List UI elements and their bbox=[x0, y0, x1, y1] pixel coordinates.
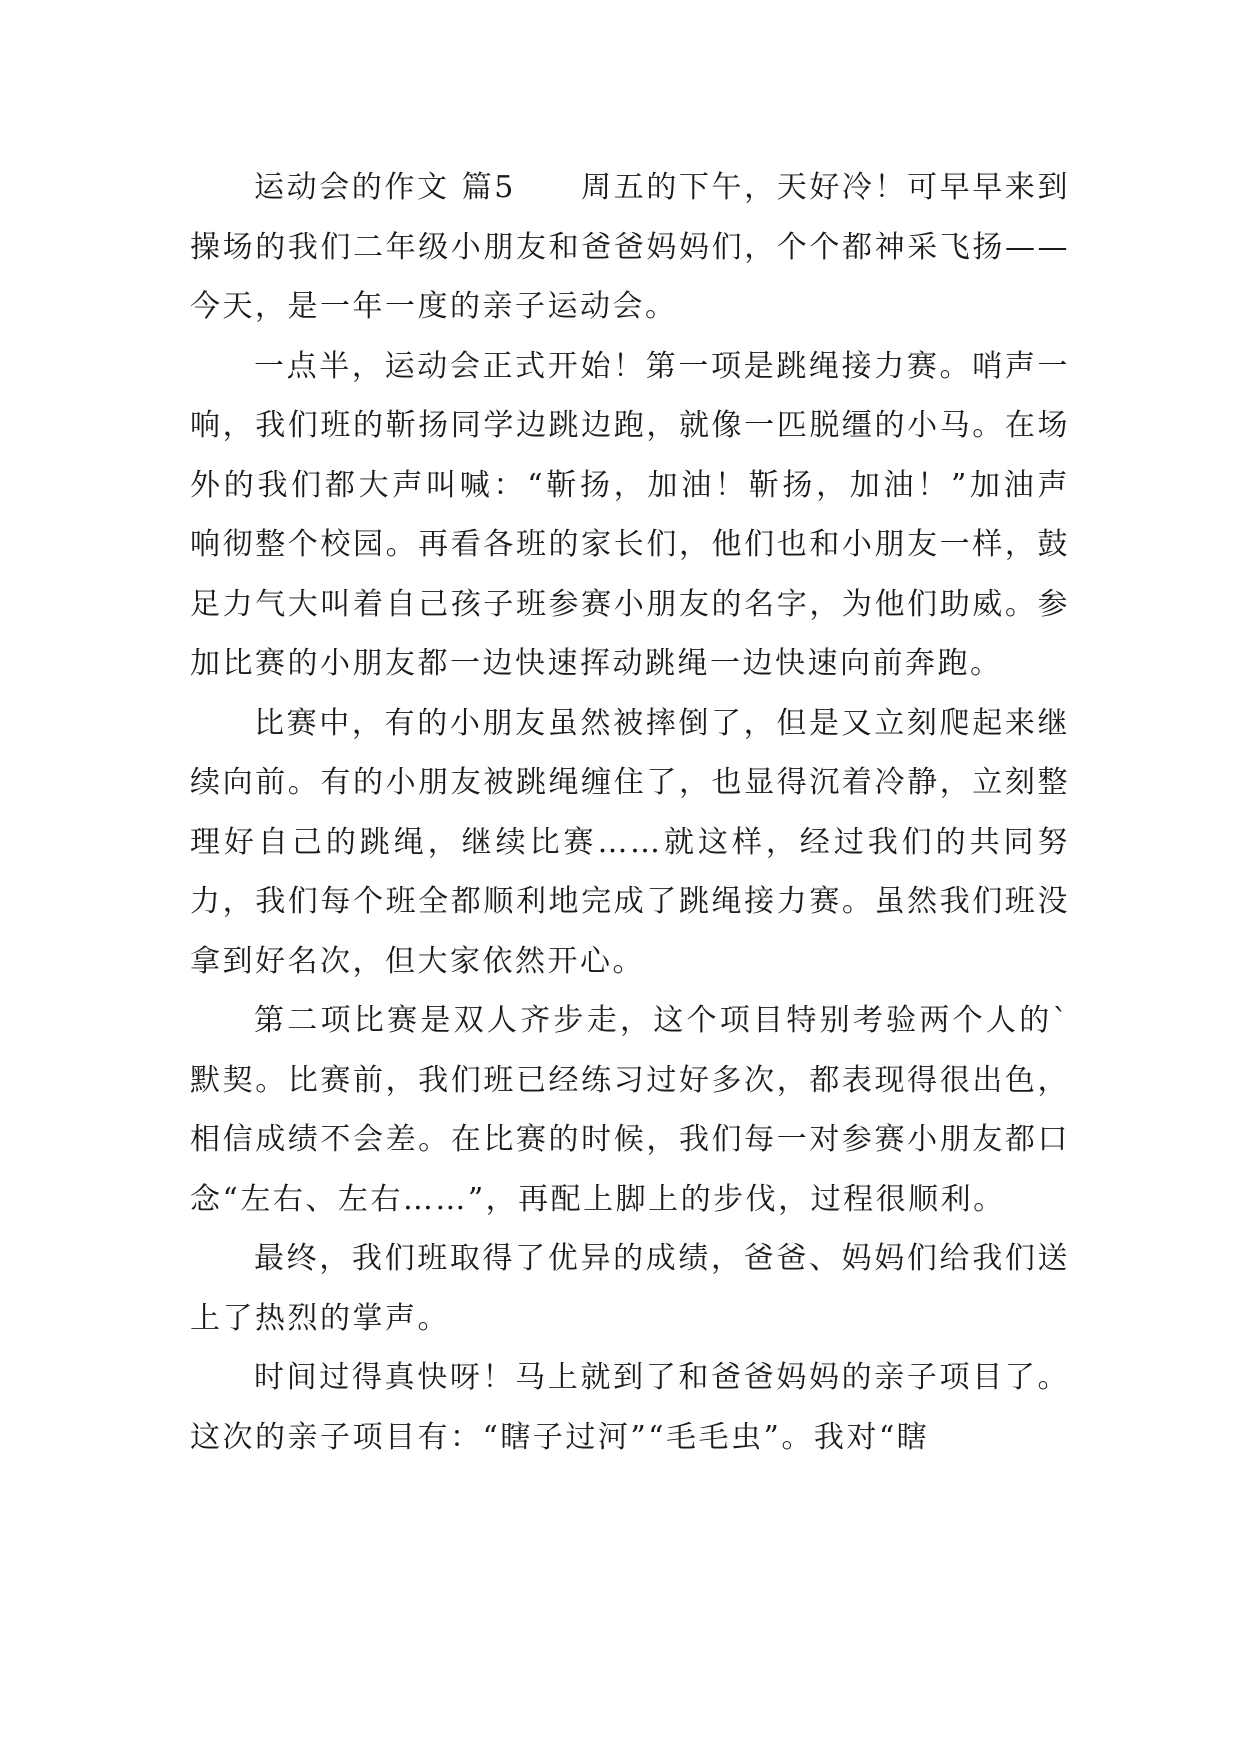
paragraph-2: 一点半，运动会正式开始！第一项是跳绳接力赛。哨声一响，我们班的靳扬同学边跳边跑，就像一匹脱缰的小马。在场外的我们都大声叫喊：“靳扬，加油！靳扬，加油！”加油声响彻整个校园。再看各班的家长们，他们也和小朋友一样，鼓足力气大叫着自己孩子班参赛小朋友的名字，为他们助威。参加比赛的小朋友都一边快速挥动跳绳一边快速向前奔跑。 bbox=[190, 348, 1070, 681]
paragraph-6: 时间过得真快呀！马上就到了和爸爸妈妈的亲子项目了。这次的亲子项目有：“瞎子过河”“毛毛虫”。我对“瞎 bbox=[190, 1360, 1070, 1455]
paragraph-1: 运动会的作文 篇5 周五的下午，天好冷！可早早来到操场的我们二年级小朋友和爸爸妈妈们，个个都神采飞扬——今天，是一年一度的亲子运动会。 bbox=[190, 170, 1070, 324]
paragraph-4: 第二项比赛是双人齐步走，这个项目特别考验两个人的`默契。比赛前，我们班已经练习过好多次，都表现得很出色，相信成绩不会差。在比赛的时候，我们每一对参赛小朋友都口念“左右、左右……”，再配上脚上的步伐，过程很顺利。 bbox=[190, 1003, 1070, 1217]
paragraph-5: 最终，我们班取得了优异的成绩，爸爸、妈妈们给我们送上了热烈的掌声。 bbox=[190, 1241, 1070, 1336]
essay-body bbox=[190, 158, 1070, 1467]
paragraph-3: 比赛中，有的小朋友虽然被摔倒了，但是又立刻爬起来继续向前。有的小朋友被跳绳缠住了，也显得沉着冷静，立刻整理好自己的跳绳，继续比赛……就这样，经过我们的共同努力，我们每个班全都顺利地完成了跳绳接力赛。虽然我们班没拿到好名次，但大家依然开心。 bbox=[190, 705, 1070, 979]
